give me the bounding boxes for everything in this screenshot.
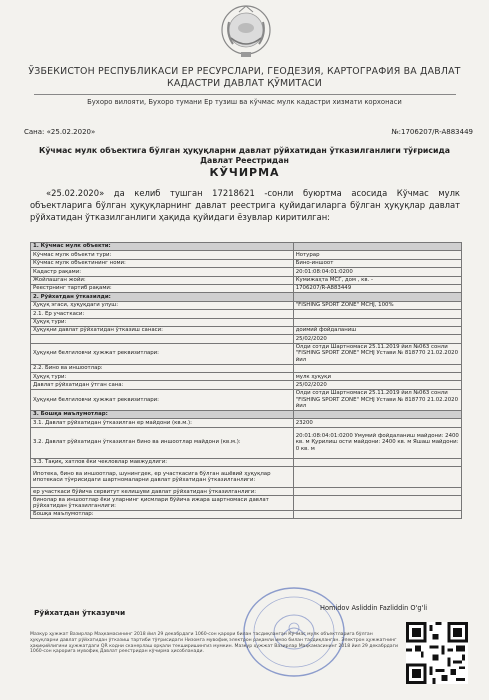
table-row [31,310,462,318]
table-row [31,301,462,309]
table-row [31,326,462,334]
row-label: 3.2. Давлат рўйхатидан ўтказилган бино ва иншоотлар майдони (кв.м.): [31,427,294,458]
table-row [31,458,462,466]
row-value [293,364,461,372]
row-label: Ҳуқуқни давлат рўйхатидан ўтказиш санаси: [31,326,294,334]
table-row [31,318,462,326]
row-label: Кўчмас мулк объектининг номи: [31,259,294,267]
row-label: Ҳуқуқни белгиловчи ҳужжат реквизитлари: [31,389,294,410]
registry-table [30,242,462,519]
row-value: Олди сотди Шартномаси 25.11.2019 йил №063 сонли "FISHING SPORT ZONE" MCHJ Устави № 818770 21.02.2020 йил [293,343,461,364]
row-value: Олди сотди Шартномаси 25.11.2019 йил №063 сонли "FISHING SPORT ZONE" MCHJ Устави № 818770 21.02.2020 йил [293,389,461,410]
table-row [31,510,462,518]
row-label: 3. Бошқа маълумотлар: [31,410,294,418]
row-value [293,467,461,488]
row-label: Ҳуқуқ тури: [31,373,294,381]
row-label: 3.3. Тақиқ, хатлов ёки чекловлар мавжудлиги: [31,458,294,466]
row-label: 2.2. Бино ва иншоотлар: [31,364,294,372]
table-row [31,364,462,372]
row-label: бинолар ва иншоотлар ёки уларнинг қисмлари бўйича ижара шартномаси давлат рўйхатидан ўтказилганлиги: [31,496,294,511]
intro-paragraph: «25.02.2020» да келиб тушган 17218621 -сонли буюртма асосида Кўчмас мулк объектларига бўлган ҳуқуқларнинг давлат реестрига қуйидагиларга бўлган ҳуқуқлар давлат рўйхатидан ўтказилганлиги ҳақида қуйидаги ёзувлар киритилган: [30,188,460,222]
row-value: доимий фойдаланиш [293,326,461,334]
document-number: №:1706207/R-A883449 [391,128,473,136]
table-row [31,496,462,511]
row-label: 3.1. Давлат рўйхатидан ўтказилган ер майдони (кв.м.): [31,419,294,427]
row-label: Давлат рўйхатидан ўтган сана: [31,381,294,389]
row-value [293,496,461,511]
table-row [31,335,462,343]
signer-name: Homidov Asliddin Fazliddin O'g'li [320,604,428,612]
legal-notice: Мазкур ҳужжат Вазирлар Маҳкамасининг 2018 йил 29 декабрдаги 1060-сон қарори билан тасдиқланган Кўчмас мулк объектларига бўлган ҳуқуқларни давлат рўйхатидан ўтказиш тартиби тўғрисидаги Низомга мувофиқ электрон рақамли имзо билан тасдиқланган. Электрон ҳужжатнинг ҳақиқийлигини ҳужжатдаги QR кодни сканерлаш орқали текширишингиз мумкин. Мазкур ҳужжат Вазирлар Маҳкамасининг 2018 йил 29 декабрдаги 1060-сон қарорига мувофиқ Давлат реестридан кўчирма ҳисобланади. [30,632,399,655]
row-value: 25/02/2020 [293,381,461,389]
table-row [31,373,462,381]
table-row [31,243,462,251]
row-value: Нотурар [293,251,461,259]
document-date: Сана: «25.02.2020» [24,128,96,136]
table-row [31,488,462,496]
row-value [293,410,461,418]
table-row [31,276,462,284]
document-subtitle: КЎЧИРМА [209,166,280,179]
row-value [293,293,461,301]
row-value: Кумижаҳта МСГ, дом , кв. - [293,276,461,284]
office-name: Бухоро вилояти, Бухоро тумани Ер тузиш ва кўчмас мулк кадастри хизмати корхонаси [87,98,402,106]
header-divider [34,94,456,95]
table-row [31,268,462,276]
table-row [31,467,462,488]
row-value [293,510,461,518]
row-label: Ҳуқуқни белгиловчи ҳужжат реквизитлари: [31,343,294,364]
row-label: Кадастр рақами: [31,268,294,276]
row-label: 2.1. Ер участкаси: [31,310,294,318]
row-label: Ҳуқуқ эгаси, ҳуқуқдаги улуш: [31,301,294,309]
row-value [293,488,461,496]
table-row [31,284,462,292]
row-value: 23200 [293,419,461,427]
row-value: мулк ҳуқуқи [293,373,461,381]
row-label: Ипотека, бино ва иншоотлар, шунингдек, ер участкасига бўлган ашёвий ҳуқуқлар ипотекаси тўғрисидаги шартномаларни давлат рўйхатидан ўтказилганлиги: [31,467,294,488]
row-value [293,310,461,318]
table-row [31,419,462,427]
row-value: "FISHING SPORT ZONE" MCHJ, 100% [293,301,461,309]
row-value: 20:01:08:04:01:0200 [293,268,461,276]
row-label: Бошқа маълумотлар: [31,510,294,518]
table-row [31,343,462,364]
row-value [293,318,461,326]
organization-name: ЎЗБЕКИСТОН РЕСПУБЛИКАСИ ЕР РЕСУРСЛАРИ, ГЕОДЕЗИЯ, КАРТОГРАФИЯ ВА ДАВЛАТ КАДАСТРИ ДАВЛАТ ҚЎМИТАСИ [28,66,461,89]
row-label: Кўчмас мулк объекти тури: [31,251,294,259]
table-row [31,389,462,410]
qr-code-icon [406,622,468,684]
registrar-label: Рўйхатдан ўтказувчи [34,608,126,617]
document-title: Кўчмас мулк объектига бўлган ҳуқуқларни давлат рўйхатидан ўтказилганлиги тўғрисида Давлат Реестридан [38,146,451,165]
row-label [31,335,294,343]
table-row [31,251,462,259]
row-label: ер участкаси бўйича сервитут келишуви давлат рўйхатидан ўтказилганлиги: [31,488,294,496]
row-label: Реестрнинг тартиб рақами: [31,284,294,292]
table-row [31,293,462,301]
row-label: 1. Кўчмас мулк объекти: [31,243,294,251]
row-value: 25/02/2020 [293,335,461,343]
row-value: 20:01:08:04:01:0200 Умумий фойдаланиш майдони: 2400 кв. м Қурилиш ости майдони: 2400 кв. м Яшаш майдони: 0 кв. м [293,427,461,458]
table-row [31,410,462,418]
row-value [293,243,461,251]
row-label: 2. Рўйхатдан ўтказилди: [31,293,294,301]
table-row [31,427,462,458]
row-value: Бино-иншоот [293,259,461,267]
row-value: 1706207/R-A883449 [293,284,461,292]
row-value [293,458,461,466]
state-emblem-icon [217,2,275,62]
row-label: Жойлашган жойи: [31,276,294,284]
table-row [31,381,462,389]
table-row [31,259,462,267]
row-label: Ҳуқуқ тури: [31,318,294,326]
